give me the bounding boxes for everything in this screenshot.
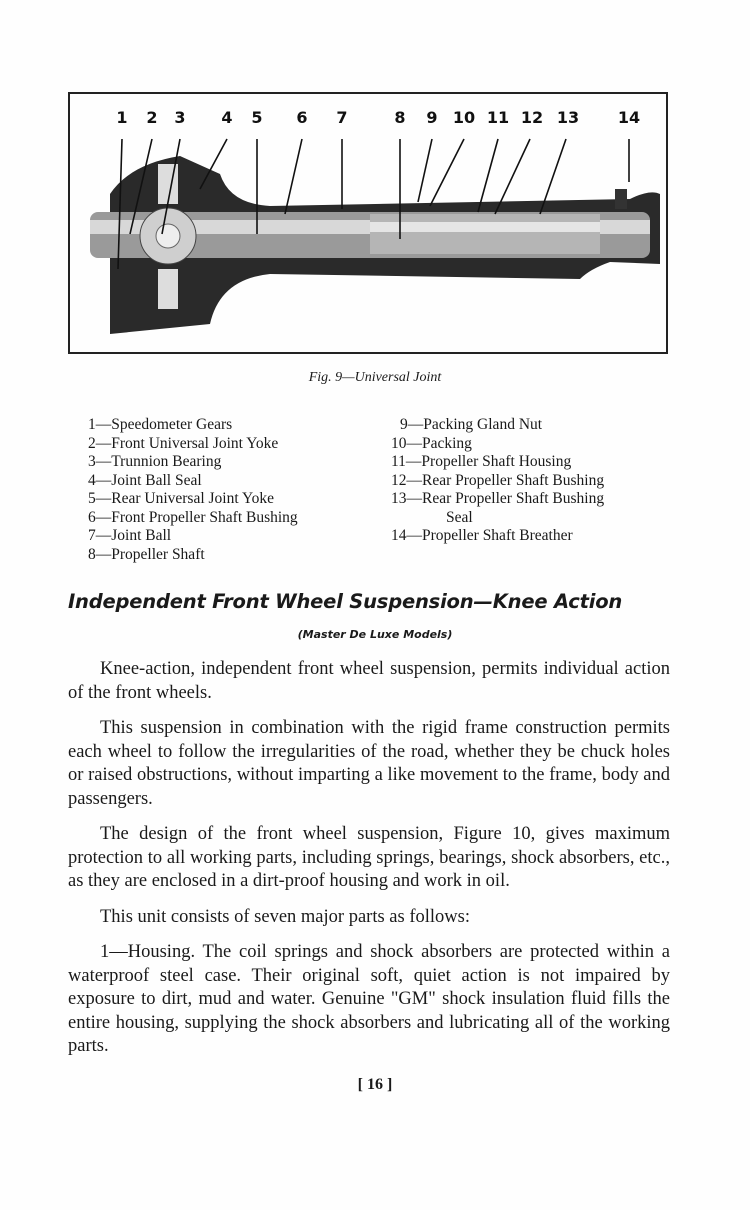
- callout-11: 11: [486, 108, 510, 127]
- callout-14: 14: [617, 108, 641, 127]
- legend-item: 14—Propeller Shaft Breather: [391, 527, 573, 544]
- paragraph: This unit consists of seven major parts as follows:: [100, 906, 470, 927]
- callout-7: 7: [336, 108, 348, 127]
- callout-6: 6: [296, 108, 308, 127]
- callout-5: 5: [251, 108, 263, 127]
- section-title: Independent Front Wheel Suspension—Knee Action: [68, 590, 623, 613]
- universal-joint-illustration: [70, 94, 670, 356]
- legend-item: 2—Front Universal Joint Yoke: [88, 434, 279, 452]
- callout-8: 8: [394, 108, 406, 127]
- paragraph: Knee-action, independent front wheel suspension, permits individual action of the front wheels.: [68, 659, 670, 703]
- figure-caption: Fig. 9—Universal Joint: [308, 370, 442, 385]
- legend-left: [88, 416, 298, 564]
- paragraph: 1—Housing. The coil springs and shock absorbers are protected within a waterproof steel case. Their original soft, quiet action is not impaired by exposure to dirt, mud and water. Genuine "GM" shock insulation fluid fills the entire housing, supplying the shock absorbers and lubricating all of the working parts.: [68, 942, 670, 1056]
- legend-right: [391, 416, 604, 546]
- callout-13: 13: [556, 108, 580, 127]
- paragraph: This suspension in combination with the rigid frame construction permits each wheel to follow the irregularities of the road, whether they be chuck holes or raised obstructions, without imparting a like movement to the frame, body and passengers.: [68, 718, 670, 809]
- legend-item: 11—Propeller Shaft Housing: [391, 453, 572, 470]
- callout-1: 1: [116, 108, 128, 127]
- legend-item: 13—Rear Propeller Shaft Bushing: [391, 490, 605, 507]
- legend-item: 4—Joint Ball Seal: [88, 471, 202, 489]
- callout-3: 3: [174, 108, 186, 127]
- legend-item: 9—Packing Gland Nut: [400, 416, 543, 433]
- body-text: [68, 658, 670, 1071]
- callout-4: 4: [221, 108, 233, 127]
- legend-item: 6—Front Propeller Shaft Bushing: [88, 508, 298, 526]
- callout-12: 12: [520, 108, 544, 127]
- legend-item: 10—Packing: [391, 434, 472, 452]
- callout-9: 9: [426, 108, 438, 127]
- legend-item: 3—Trunnion Bearing: [88, 453, 222, 470]
- paragraph: The design of the front wheel suspension, Figure 10, gives maximum protection to all working parts, including springs, bearings, shock absorbers, etc., as they are enclosed in a dirt-proof housing and work in oil.: [68, 824, 670, 891]
- universal-joint-figure: [68, 92, 668, 354]
- section-subtitle: (Master De Luxe Models): [297, 628, 453, 641]
- legend-item-continuation: Seal: [446, 508, 473, 526]
- callout-10: 10: [452, 108, 476, 127]
- page-number: [ 16 ]: [357, 1076, 393, 1093]
- legend-item: 12—Rear Propeller Shaft Bushing: [391, 471, 605, 489]
- legend-item: 8—Propeller Shaft: [88, 545, 205, 563]
- legend-item: 1—Speedometer Gears: [88, 416, 233, 433]
- legend-item: 5—Rear Universal Joint Yoke: [88, 490, 274, 507]
- legend-item: 7—Joint Ball: [88, 527, 172, 544]
- callout-2: 2: [146, 108, 158, 127]
